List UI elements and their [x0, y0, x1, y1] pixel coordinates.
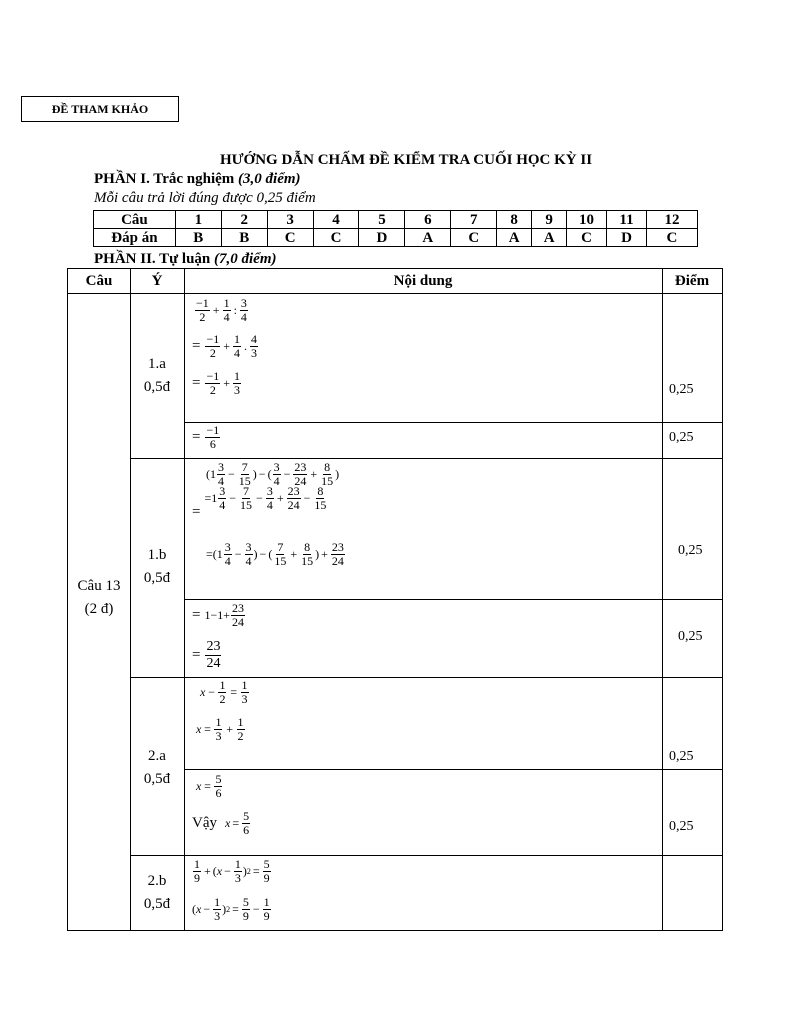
answer-letter: C [313, 229, 359, 247]
question-label: Câu 13 [77, 578, 121, 594]
math-step: x − $\frac{1}{2}$ = $\frac{1}{3}$ [200, 678, 248, 706]
answer-letter: C [267, 229, 313, 247]
question-number: 12 [646, 211, 697, 229]
math-step: (1 $\frac{3}{4}$ − $\frac{7}{15}$ ) − ( $\frac{3}{4}$ − $\frac{23}{24}$ + $\frac{8}{15}$ ) [206, 460, 340, 488]
question-number: 5 [359, 211, 405, 229]
step-divider [184, 769, 722, 770]
score-value: 0,25 [678, 629, 703, 644]
part2-points: (7,0 điểm) [214, 251, 277, 267]
answer-letter: C [451, 229, 497, 247]
answer-key-table [93, 210, 698, 247]
question-number: 8 [497, 211, 532, 229]
header-content: Nội dung [393, 273, 453, 289]
math-step: = 1−1+ $\frac{23}{24}$ [192, 601, 245, 629]
answer-letter: B [221, 229, 267, 247]
part-points: 0,5đ [143, 771, 171, 787]
math-step: = $\frac{-1}{6}$ [192, 423, 220, 451]
score-value: 0,25 [669, 430, 694, 445]
part2-heading-line [94, 251, 277, 268]
question-number: 7 [451, 211, 497, 229]
score-value: 0,25 [669, 819, 694, 834]
row-divider [130, 458, 722, 459]
answer-letter: A [532, 229, 567, 247]
question-number: 3 [267, 211, 313, 229]
essay-grading-table [67, 268, 723, 931]
answer-letter: D [607, 229, 647, 247]
header-y: Ý [151, 273, 163, 289]
header-score: Điểm [674, 273, 710, 289]
part1-heading-line [94, 171, 301, 188]
math-conclusion: Vậy x = $\frac{5}{6}$ [192, 809, 250, 837]
answer-letter: B [175, 229, 221, 247]
question-number: 11 [607, 211, 647, 229]
row-divider [130, 855, 722, 856]
header-cau: Câu [85, 273, 113, 289]
question-number: 2 [221, 211, 267, 229]
part-label: 2.b [147, 873, 167, 889]
math-step: = =1 $\frac{3}{4}$ − $\frac{7}{15}$ − $\frac{3}{4}$ + $\frac{23}{24}$ − $\frac{8}{15}$ [192, 484, 327, 520]
score-value: 0,25 [669, 382, 694, 397]
step-divider [184, 422, 722, 423]
answer-letter: A [405, 229, 451, 247]
header-divider [68, 293, 722, 294]
part1-note: Mỗi câu trả lời đúng được 0,25 điểm [94, 190, 316, 206]
answer-letter: C [567, 229, 607, 247]
math-step: x = $\frac{1}{3}$ + $\frac{1}{2}$ [196, 715, 244, 743]
question-number: 4 [313, 211, 359, 229]
step-divider [184, 599, 722, 600]
answer-letter: A [497, 229, 532, 247]
part-label: 2.a [148, 748, 166, 764]
answer-key-answer-row [94, 229, 698, 247]
math-step: = $\frac{-1}{2}$ + $\frac{1}{3}$ [192, 369, 241, 397]
answer-key-row-label: Đáp án [94, 229, 176, 247]
part-label: 1.b [147, 547, 167, 563]
question-number: 6 [405, 211, 451, 229]
math-step: = $\frac{-1}{2}$ + $\frac{1}{4}$ . $\frac{4}{3}$ [192, 332, 258, 360]
answer-key-question-row [94, 211, 698, 229]
math-step: $\frac{1}{9}$ + ( x − $\frac{1}{3}$ ) 2 = $\frac{5}{9}$ [194, 857, 270, 885]
part-points: 0,5đ [143, 896, 171, 912]
answer-letter: C [646, 229, 697, 247]
answer-key-row-label: Câu [94, 211, 176, 229]
score-value: 0,25 [678, 543, 703, 558]
score-value: 0,25 [669, 749, 694, 764]
part2-heading: PHẦN II. Tự luận [94, 251, 211, 267]
part-label: 1.a [148, 356, 166, 372]
math-step: x = $\frac{5}{6}$ [196, 772, 222, 800]
math-step: = $\frac{23}{24}$ [192, 639, 221, 671]
part1-points: (3,0 điểm) [238, 171, 301, 187]
part1-heading: PHẦN I. Trắc nghiệm [94, 171, 235, 187]
part-points: 0,5đ [143, 379, 171, 395]
question-points: (2 đ) [84, 601, 114, 617]
question-number: 10 [567, 211, 607, 229]
math-step: ( x − $\frac{1}{3}$ ) 2 = $\frac{5}{9}$ − $\frac{1}{9}$ [192, 895, 270, 923]
document-title: HƯỚNG DẪN CHẤM ĐỀ KIỂM TRA CUỐI HỌC KỲ II [219, 152, 593, 168]
part-points: 0,5đ [143, 570, 171, 586]
answer-letter: D [359, 229, 405, 247]
question-number: 9 [532, 211, 567, 229]
conclusion-word: Vậy [192, 815, 217, 831]
math-step: =(1 $\frac{3}{4}$ − $\frac{3}{4}$ ) − ( $\frac{7}{15}$ + $\frac{8}{15}$ ) + $\frac{23}{24}$ [206, 540, 344, 568]
document-badge: ĐỀ THAM KHẢO [21, 96, 179, 122]
question-number: 1 [175, 211, 221, 229]
math-step: $\frac{-1}{2}$ + $\frac{1}{4}$ : $\frac{3}{4}$ [196, 296, 247, 324]
